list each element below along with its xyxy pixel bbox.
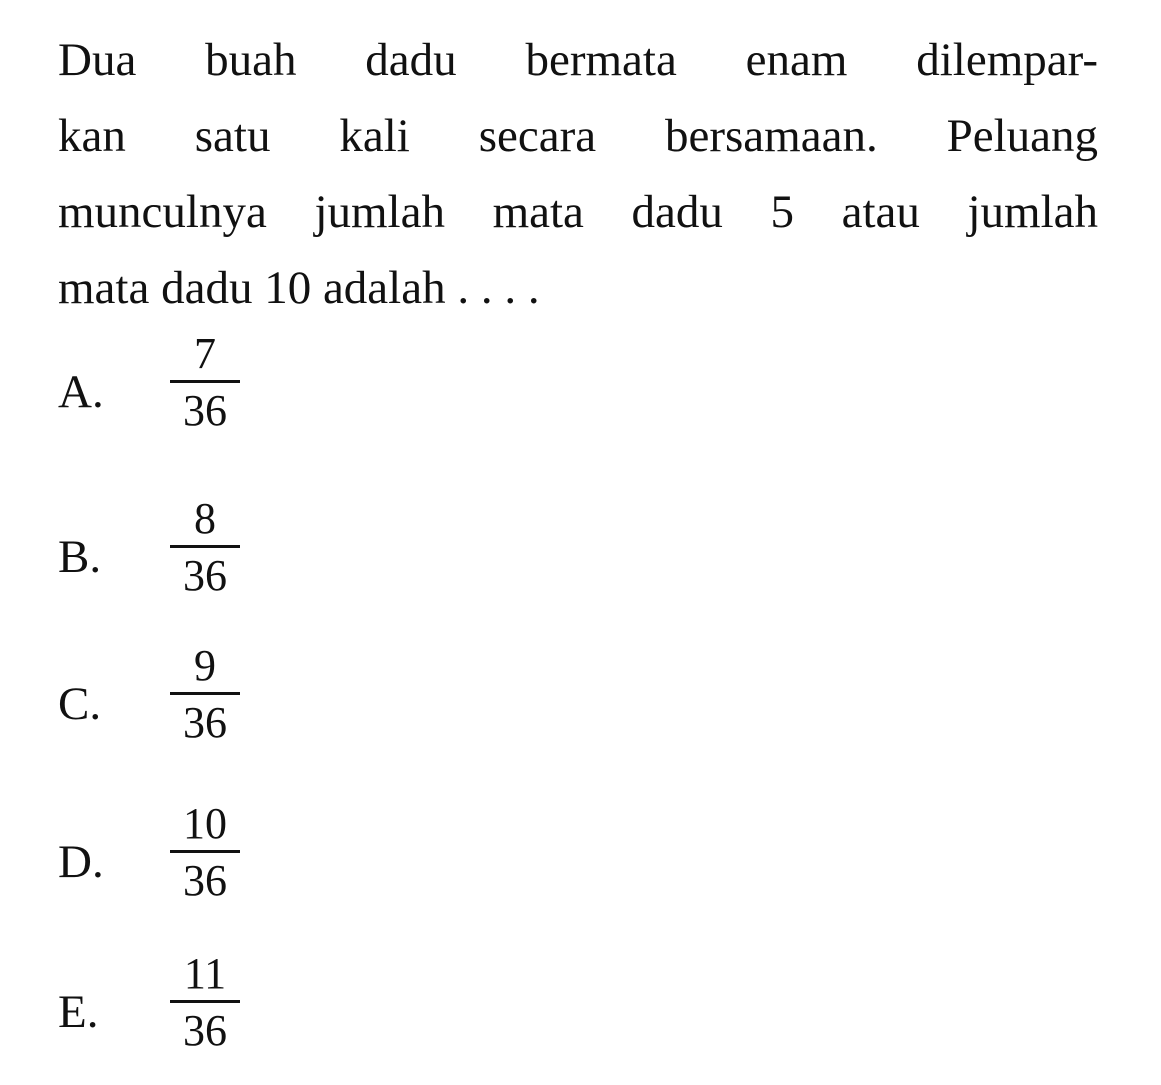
- option-fraction: [170, 330, 240, 435]
- option-e[interactable]: [58, 950, 358, 1060]
- option-d[interactable]: [58, 800, 358, 910]
- option-fraction: [170, 950, 240, 1055]
- fraction-bar: [170, 545, 240, 548]
- question-text: [58, 22, 1098, 326]
- fraction-denominator: 36: [183, 1006, 227, 1055]
- option-letter: D.: [58, 836, 104, 888]
- fraction-bar: [170, 380, 240, 383]
- fraction-numerator: 11: [183, 949, 227, 998]
- fraction-numerator: 8: [194, 494, 216, 543]
- fraction-denominator: 36: [183, 551, 227, 600]
- option-fraction: [170, 642, 240, 747]
- question-line-2: kan satu kali secara bersamaan. Peluang: [58, 110, 1098, 162]
- fraction-bar: [170, 850, 240, 853]
- question-line-3: munculnya jumlah mata dadu 5 atau jumlah: [58, 186, 1098, 238]
- option-letter: A.: [58, 366, 104, 418]
- option-letter: E.: [58, 986, 99, 1038]
- option-letter: B.: [58, 531, 102, 583]
- fraction-denominator: 36: [183, 856, 227, 905]
- option-b[interactable]: [58, 495, 358, 605]
- fraction-numerator: 9: [194, 641, 216, 690]
- fraction-denominator: 36: [183, 698, 227, 747]
- fraction-numerator: 10: [183, 799, 227, 848]
- fraction-numerator: 7: [194, 329, 216, 378]
- fraction-bar: [170, 1000, 240, 1003]
- option-fraction: [170, 800, 240, 905]
- question-line-4: mata dadu 10 adalah . . . .: [58, 262, 540, 314]
- option-a[interactable]: [58, 330, 358, 440]
- fraction-denominator: 36: [183, 386, 227, 435]
- fraction-bar: [170, 692, 240, 695]
- option-c[interactable]: [58, 642, 358, 752]
- question-line-1: Dua buah dadu bermata enam dilempar-: [58, 34, 1098, 86]
- option-fraction: [170, 495, 240, 600]
- option-letter: C.: [58, 678, 102, 730]
